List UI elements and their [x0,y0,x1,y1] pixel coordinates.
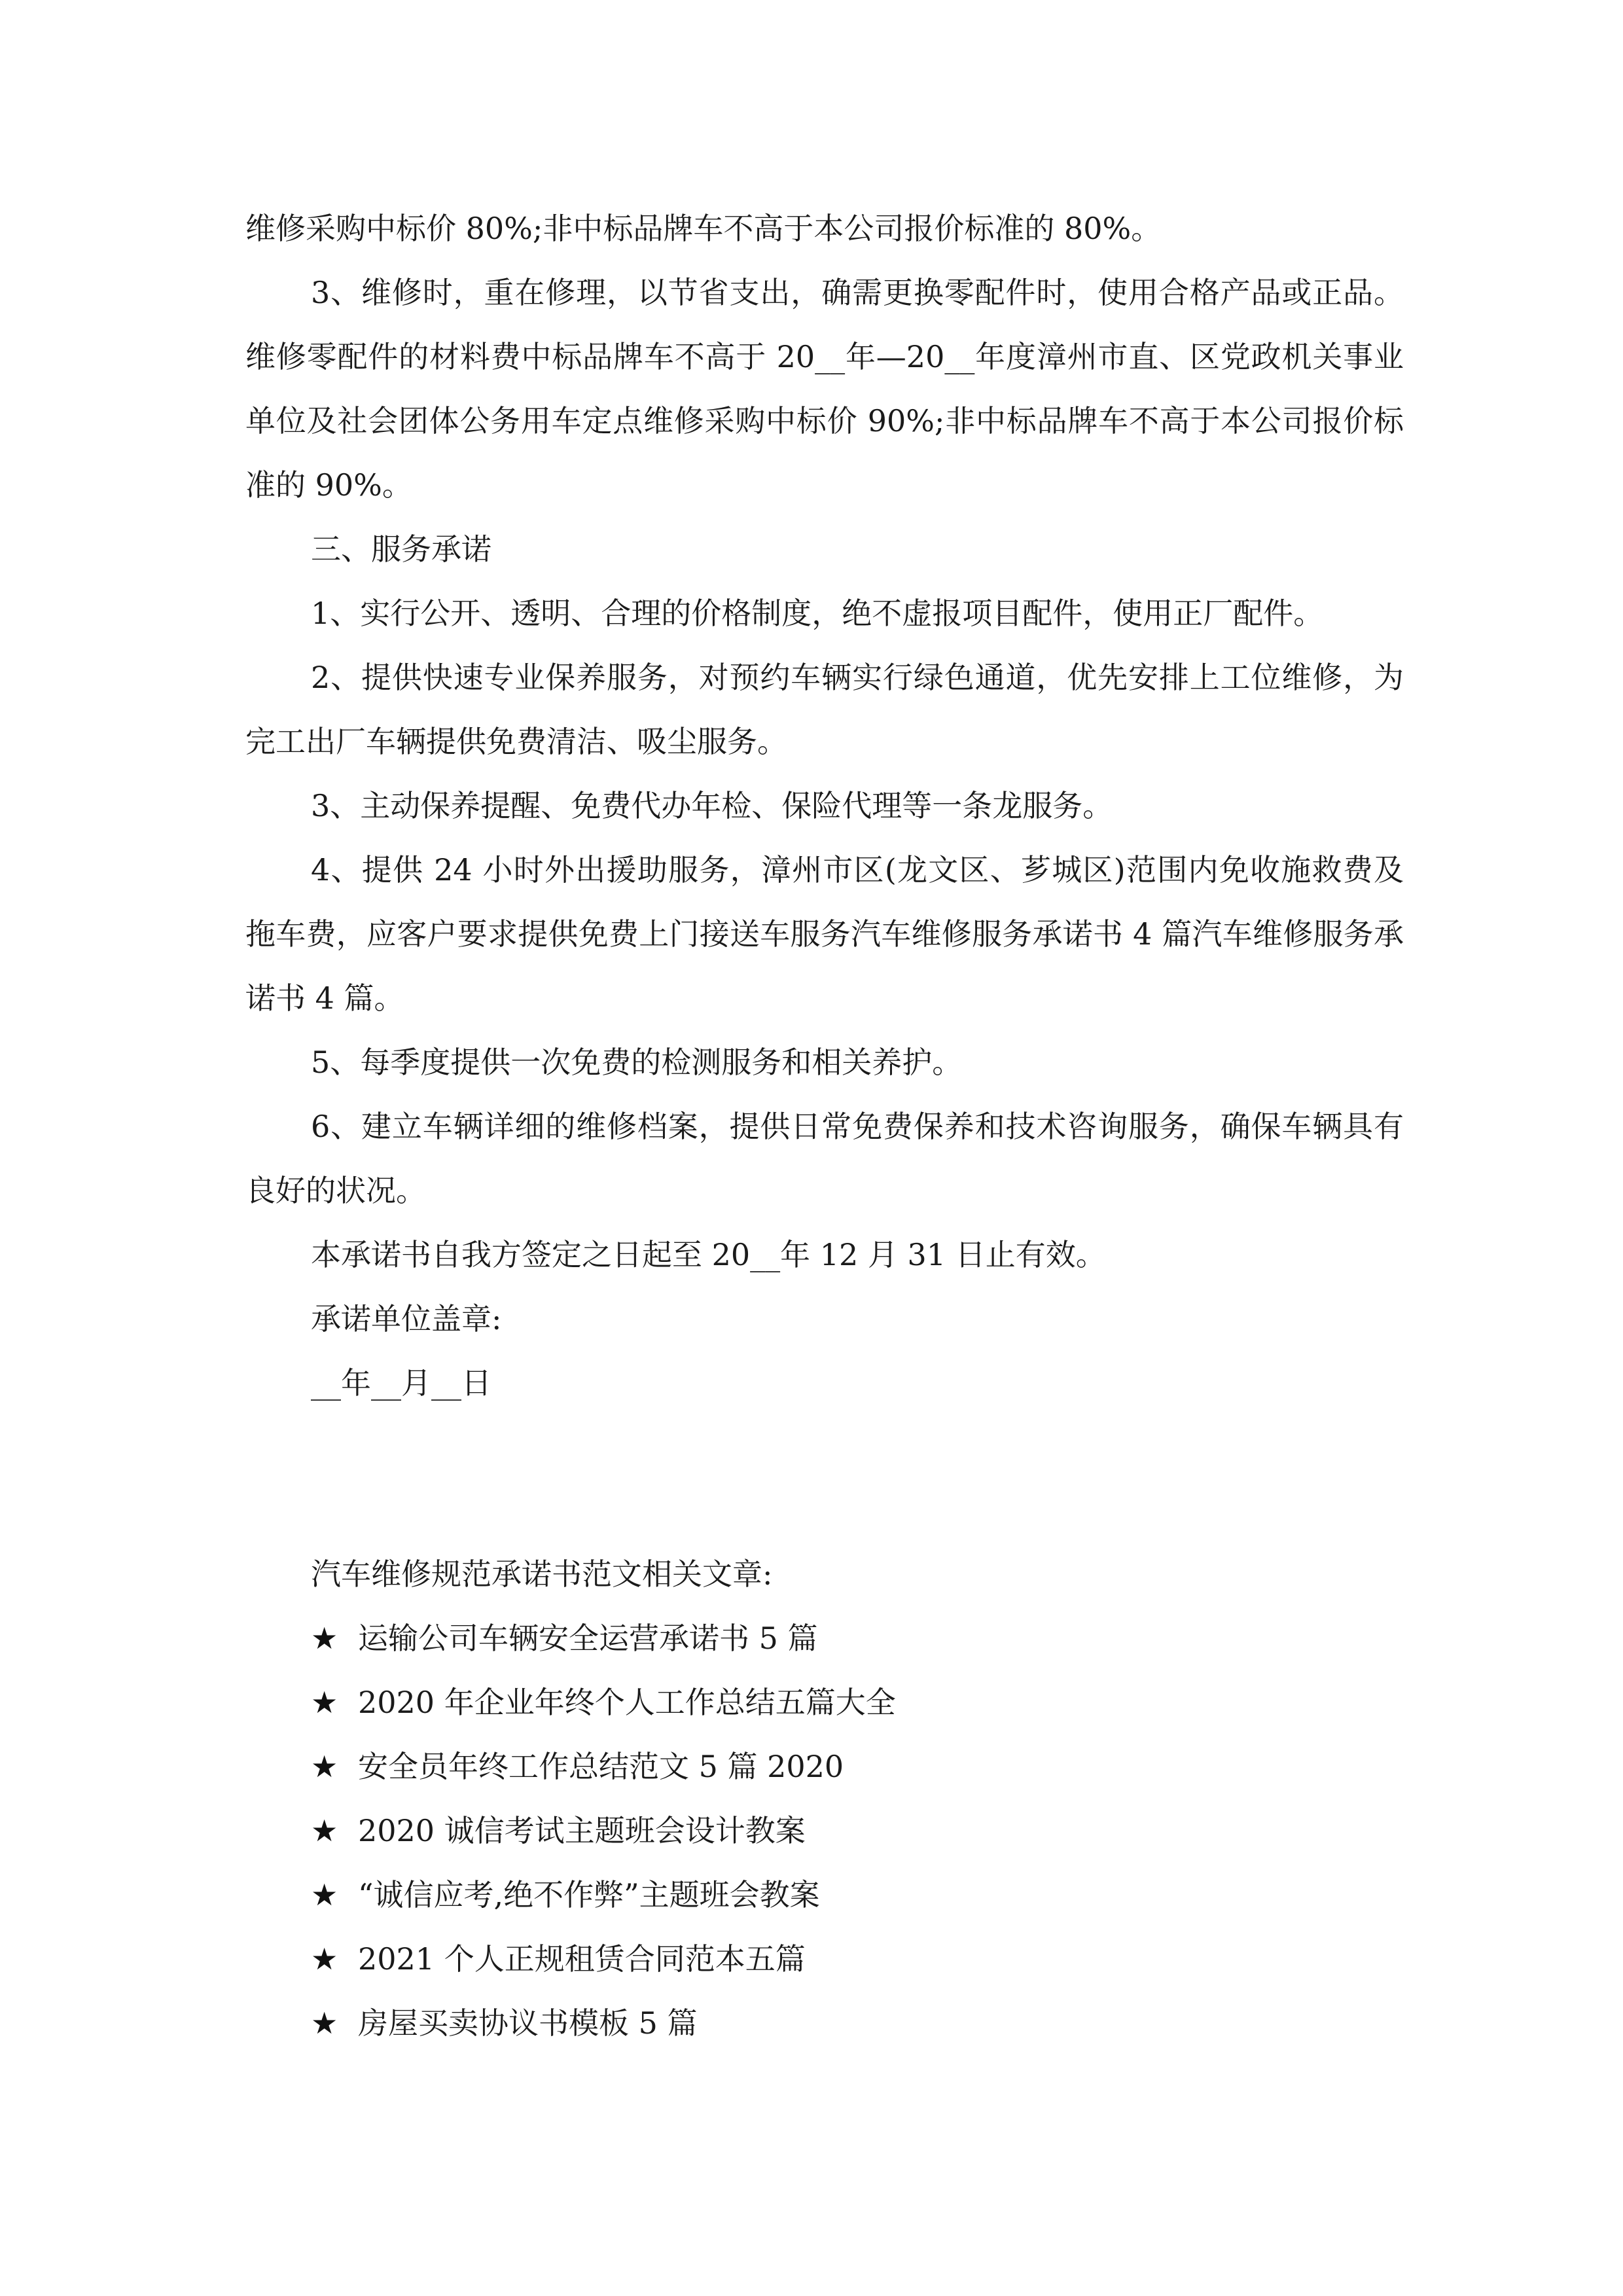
related-article-link[interactable] [245,1927,1404,1991]
related-articles-heading: 汽车维修规范承诺书范文相关文章: [311,1556,773,1592]
related-article-link[interactable] [245,1670,1404,1734]
paragraph-service-6: 6、建立车辆详细的维修档案，提供日常免费保养和技术咨询服务，确保车辆具有良好的状况。 [245,1109,1404,1208]
related-article-title: “诚信应考,绝不作弊”主题班会教案 [358,1877,820,1912]
paragraph-repair-clause-3: 3、维修时，重在修理，以节省支出，确需更换零配件时，使用合格产品或正品。维修零配件的材料费中标品牌车不高于 20__年—20__年度漳州市直、区党政机关事业单位及社会团体公务用车定点维修采购中标价 90%;非中标品牌车不高于本公司报价标准的 90%。 [245,275,1404,503]
paragraph-service-3: 3、主动保养提醒、免费代办年检、保险代理等一条龙服务。 [311,788,1113,823]
paragraph-price-continuation: 维修采购中标价 80%;非中标品牌车不高于本公司报价标准的 80%。 [245,211,1162,246]
related-article-title: 2020 年企业年终个人工作总结五篇大全 [358,1685,896,1720]
related-article-title: 安全员年终工作总结范文 5 篇 2020 [358,1749,844,1784]
related-article-link[interactable] [245,1799,1404,1863]
signature-date: __年__月__日 [311,1365,491,1401]
related-article-link[interactable] [245,1863,1404,1927]
signature-seal-label: 承诺单位盖章: [311,1301,502,1336]
related-article-title: 2021 个人正规租赁合同范本五篇 [358,1941,806,1977]
section-spacer [245,1415,1404,1542]
related-article-link[interactable] [245,1606,1404,1670]
paragraph-validity: 本承诺书自我方签定之日起至 20__年 12 月 31 日止有效。 [311,1237,1106,1272]
star-icon: ★ [311,1877,338,1912]
paragraph-service-4: 4、提供 24 小时外出援助服务，漳州市区(龙文区、芗城区)范围内免收施救费及拖车费，应客户要求提供免费上门接送车服务汽车维修服务承诺书 4 篇汽车维修服务承诺书 4 篇。 [245,852,1404,1016]
star-icon: ★ [311,1685,338,1720]
related-article-title: 房屋买卖协议书模板 5 篇 [358,2005,698,2041]
star-icon: ★ [311,1621,338,1656]
related-article-link[interactable] [245,1991,1404,2055]
paragraph-service-1: 1、实行公开、透明、合理的价格制度，绝不虚报项目配件，使用正厂配件。 [311,596,1324,631]
related-article-title: 运输公司车辆安全运营承诺书 5 篇 [358,1621,818,1656]
related-article-title: 2020 诚信考试主题班会设计教案 [358,1813,806,1848]
related-article-link[interactable] [245,1734,1404,1799]
related-articles-list [245,1606,1404,2055]
star-icon: ★ [311,1749,338,1784]
star-icon: ★ [311,1813,338,1848]
section-heading-service-commitment: 三、服务承诺 [311,531,491,567]
paragraph-service-5: 5、每季度提供一次免费的检测服务和相关养护。 [311,1045,963,1080]
paragraph-service-2: 2、提供快速专业保养服务，对预约车辆实行绿色通道，优先安排上工位维修，为完工出厂车辆提供免费清洁、吸尘服务。 [245,660,1404,759]
star-icon: ★ [311,2005,338,2041]
document-body [245,196,1404,2055]
star-icon: ★ [311,1941,338,1977]
